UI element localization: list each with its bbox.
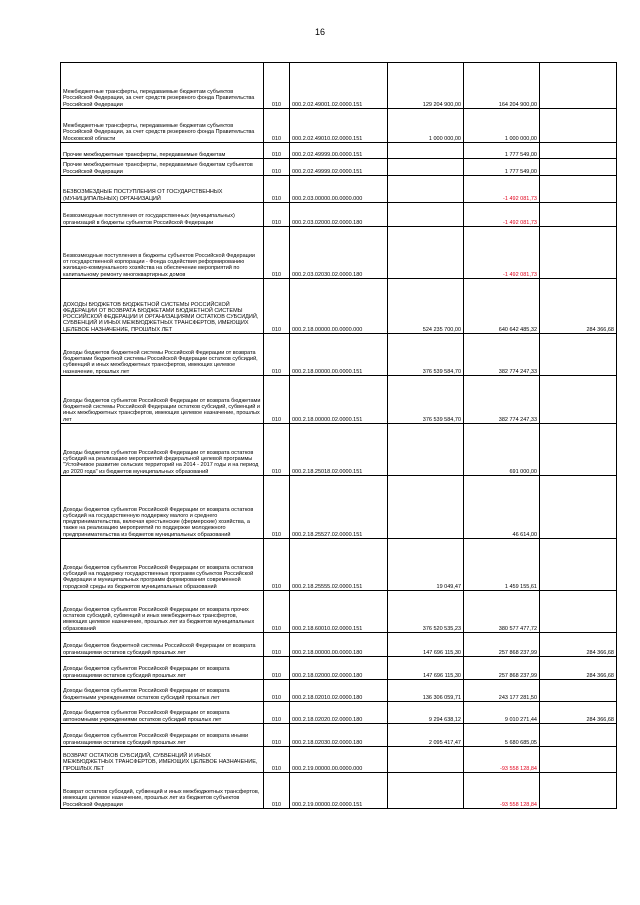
row-value-3-cell [540, 476, 617, 539]
row-value-3-cell [540, 376, 617, 424]
row-code-cell: 010 [264, 109, 290, 143]
row-value-1-cell: 129 204 900,00 [388, 63, 464, 109]
row-code-cell: 010 [264, 657, 290, 680]
page-number: 16 [314, 27, 325, 37]
row-value-3-cell: 284 366,68 [540, 279, 617, 334]
row-kbk-cell: 000.2.18.25527.02.0000.151 [290, 476, 388, 539]
row-code-cell: 010 [264, 539, 290, 591]
row-kbk-cell: 000.2.18.00000.02.0000.151 [290, 376, 388, 424]
row-code-cell: 010 [264, 476, 290, 539]
row-name-cell: ВОЗВРАТ ОСТАТКОВ СУБСИДИЙ, СУБВЕНЦИЙ И ИНЫХ МЕЖБЮДЖЕТНЫХ ТРАНСФЕРТОВ, ИМЕЮЩИХ ЦЕЛЕВОЕ НАЗНАЧЕНИЕ, ПРОШЛЫХ ЛЕТ [61, 747, 264, 773]
row-code-cell: 010 [264, 633, 290, 657]
table-row [61, 109, 617, 143]
row-value-2-cell: 691 000,00 [464, 424, 540, 476]
row-name-cell: Доходы бюджетов бюджетной системы Российской Федерации от возврата организациями остатков субсидий прошлых лет [61, 633, 264, 657]
row-kbk-cell: 000.2.03.02030.02.0000.180 [290, 227, 388, 279]
row-value-3-cell [540, 159, 617, 176]
table-row [61, 203, 617, 227]
row-name-cell: Доходы бюджетов субъектов Российской Федерации от возврата остатков субсидий на государственную поддержку малого и среднего предпринимательства, включая крестьянские (фермерские) хозяйства, а также на реализацию мероприятий по поддержке молодежного предпринимательства из бюджетов муниципальных образований [61, 476, 264, 539]
row-name-cell: Доходы бюджетов субъектов Российской Федерации от возврата автономными учреждениями остатков субсидий прошлых лет [61, 702, 264, 724]
row-name-cell: Доходы бюджетов субъектов Российской Федерации от возврата остатков субсидий на реализацию мероприятий федеральной целевой программы "Устойчивое развитие сельских территорий на 2014 - 2017 годы и на период до 2020 года" из бюджетов муниципальных образований [61, 424, 264, 476]
table-row [61, 227, 617, 279]
row-code-cell: 010 [264, 159, 290, 176]
table-row [61, 476, 617, 539]
row-value-3-cell [540, 724, 617, 747]
row-value-3-cell [540, 773, 617, 809]
row-code-cell: 010 [264, 376, 290, 424]
row-kbk-cell: 000.2.18.02020.02.0000.180 [290, 702, 388, 724]
row-value-2-cell: 5 680 685,05 [464, 724, 540, 747]
row-value-3-cell [540, 591, 617, 633]
table-row [61, 633, 617, 657]
row-name-cell: Прочие межбюджетные трансферты, передаваемые бюджетам субъектов Российской Федерации [61, 159, 264, 176]
row-value-2-cell: -93 558 128,84 [464, 773, 540, 809]
row-name-cell: Безвозмездные поступления от государственных (муниципальных) организаций в бюджеты субъектов Российской Федерации [61, 203, 264, 227]
row-code-cell: 010 [264, 680, 290, 702]
row-value-3-cell: 284 366,68 [540, 702, 617, 724]
row-value-1-cell [388, 203, 464, 227]
row-kbk-cell: 000.2.18.02030.02.0000.180 [290, 724, 388, 747]
table-row [61, 591, 617, 633]
table-row [61, 176, 617, 203]
row-value-1-cell [388, 424, 464, 476]
table-row [61, 724, 617, 747]
row-name-cell: Доходы бюджетов субъектов Российской Федерации от возврата организациями остатков субсидий прошлых лет [61, 657, 264, 680]
row-value-1-cell [388, 159, 464, 176]
row-value-1-cell [388, 747, 464, 773]
row-name-cell: Возврат остатков субсидий, субвенций и иных межбюджетных трансфертов, имеющих целевое назначение, прошлых лет из бюджетов субъектов Российской Федерации [61, 773, 264, 809]
row-value-1-cell [388, 143, 464, 159]
table-row [61, 680, 617, 702]
row-kbk-cell: 000.2.18.00000.00.0000.000 [290, 279, 388, 334]
table-row [61, 702, 617, 724]
row-kbk-cell: 000.2.19.00000.00.0000.000 [290, 747, 388, 773]
row-name-cell: Доходы бюджетов субъектов Российской Федерации от возврата иными организациями остатков субсидий прошлых лет [61, 724, 264, 747]
row-value-2-cell: -1 492 081,73 [464, 203, 540, 227]
row-value-1-cell: 147 696 115,30 [388, 633, 464, 657]
row-value-1-cell: 147 696 115,30 [388, 657, 464, 680]
row-code-cell: 010 [264, 63, 290, 109]
table-row [61, 376, 617, 424]
row-value-1-cell: 376 520 535,23 [388, 591, 464, 633]
row-value-2-cell: 1 777 549,00 [464, 143, 540, 159]
row-value-2-cell: 46 614,00 [464, 476, 540, 539]
row-code-cell: 010 [264, 591, 290, 633]
row-value-3-cell [540, 63, 617, 109]
row-kbk-cell: 000.2.18.02000.02.0000.180 [290, 657, 388, 680]
table-row [61, 334, 617, 376]
row-value-2-cell: 382 774 247,33 [464, 376, 540, 424]
row-kbk-cell: 000.2.02.49010.02.0000.151 [290, 109, 388, 143]
row-name-cell: Безвозмездные поступления в бюджеты субъектов Российской Федерации от государственной корпорации - Фонда содействия реформированию жилищно-коммунального хозяйства на обеспечение мероприятий по капитальному ремонту многоквартирных домов [61, 227, 264, 279]
row-kbk-cell: 000.2.02.49999.02.0000.151 [290, 159, 388, 176]
row-value-1-cell [388, 773, 464, 809]
row-value-3-cell: 284 366,68 [540, 657, 617, 680]
row-kbk-cell: 000.2.03.02000.02.0000.180 [290, 203, 388, 227]
row-value-1-cell [388, 176, 464, 203]
row-code-cell: 010 [264, 702, 290, 724]
row-value-1-cell: 136 306 059,71 [388, 680, 464, 702]
row-kbk-cell: 000.2.19.00000.02.0000.151 [290, 773, 388, 809]
row-kbk-cell: 000.2.18.25555.02.0000.151 [290, 539, 388, 591]
row-name-cell: ДОХОДЫ БЮДЖЕТОВ БЮДЖЕТНОЙ СИСТЕМЫ РОССИЙСКОЙ ФЕДЕРАЦИИ ОТ ВОЗВРАТА БЮДЖЕТАМИ БЮДЖЕТНОЙ СИСТЕМЫ РОССИЙСКОЙ ФЕДЕРАЦИИ И ОРГАНИЗАЦИЯМИ ОСТАТКОВ СУБСИДИЙ, СУБВЕНЦИЙ И ИНЫХ МЕЖБЮДЖЕТНЫХ ТРАНСФЕРТОВ, ИМЕЮЩИХ ЦЕЛЕВОЕ НАЗНАЧЕНИЕ, ПРОШЛЫХ ЛЕТ [61, 279, 264, 334]
row-value-3-cell [540, 203, 617, 227]
row-value-1-cell: 376 539 584,70 [388, 334, 464, 376]
row-name-cell: Доходы бюджетов бюджетной системы Российской Федерации от возврата бюджетами бюджетной системы Российской Федерации остатков субсидий, субвенций и иных межбюджетных трансфертов, имеющих целевое назначение, прошлых лет [61, 334, 264, 376]
table-row [61, 424, 617, 476]
row-value-2-cell: 164 204 900,00 [464, 63, 540, 109]
row-value-2-cell: 243 177 281,50 [464, 680, 540, 702]
table-row [61, 773, 617, 809]
row-value-2-cell: 1 459 155,61 [464, 539, 540, 591]
row-code-cell: 010 [264, 773, 290, 809]
row-value-3-cell [540, 334, 617, 376]
row-kbk-cell: 000.2.02.49999.00.0000.151 [290, 143, 388, 159]
row-kbk-cell: 000.2.18.00000.00.0000.151 [290, 334, 388, 376]
row-value-3-cell [540, 227, 617, 279]
row-value-3-cell [540, 143, 617, 159]
row-value-3-cell [540, 109, 617, 143]
row-name-cell: Межбюджетные трансферты, передаваемые бюджетам субъектов Российской Федерации, за счет средств резервного фонда Правительства Российской Федерации [61, 63, 264, 109]
row-name-cell: Прочие межбюджетные трансферты, передаваемые бюджетам [61, 143, 264, 159]
row-name-cell: Доходы бюджетов субъектов Российской Федерации от возврата бюджетами бюджетной системы Российской Федерации остатков субсидий, субвенций и иных межбюджетных трансфертов, имеющих целевое назначение, прошлых лет [61, 376, 264, 424]
row-name-cell: Доходы бюджетов субъектов Российской Федерации от возврата прочих остатков субсидий, субвенций и иных межбюджетных трансфертов, имеющих целевое назначение, прошлых лет из бюджетов муниципальных образований [61, 591, 264, 633]
row-code-cell: 010 [264, 747, 290, 773]
row-value-2-cell: 640 642 485,32 [464, 279, 540, 334]
row-kbk-cell: 000.2.18.25018.02.0000.151 [290, 424, 388, 476]
row-value-1-cell: 2 095 417,47 [388, 724, 464, 747]
row-kbk-cell: 000.2.18.00000.00.0000.180 [290, 633, 388, 657]
row-value-3-cell [540, 680, 617, 702]
row-value-2-cell: 380 577 477,72 [464, 591, 540, 633]
row-name-cell: Межбюджетные трансферты, передаваемые бюджетам субъектов Российской Федерации, за счет средств резервного фонда Правительства Московской области [61, 109, 264, 143]
row-value-1-cell [388, 227, 464, 279]
row-value-1-cell: 524 235 700,00 [388, 279, 464, 334]
row-code-cell: 010 [264, 176, 290, 203]
row-kbk-cell: 000.2.18.60010.02.0000.151 [290, 591, 388, 633]
budget-revenue-table [60, 62, 617, 809]
table-row [61, 63, 617, 109]
row-value-2-cell: -93 558 128,84 [464, 747, 540, 773]
row-name-cell: Доходы бюджетов субъектов Российской Федерации от возврата остатков субсидий на поддержку государственных программ субъектов Российской Федерации и муниципальных программ формирования современной городской среды из бюджетов муниципальных образований [61, 539, 264, 591]
row-value-2-cell: 382 774 247,33 [464, 334, 540, 376]
row-value-2-cell: 1 000 000,00 [464, 109, 540, 143]
row-code-cell: 010 [264, 424, 290, 476]
row-value-3-cell [540, 747, 617, 773]
row-value-1-cell [388, 476, 464, 539]
row-code-cell: 010 [264, 227, 290, 279]
row-kbk-cell: 000.2.03.00000.00.0000.000 [290, 176, 388, 203]
row-value-3-cell [540, 176, 617, 203]
row-code-cell: 010 [264, 724, 290, 747]
row-value-3-cell: 284 366,68 [540, 633, 617, 657]
row-value-1-cell: 19 049,47 [388, 539, 464, 591]
table-row [61, 143, 617, 159]
table-row [61, 279, 617, 334]
row-value-3-cell [540, 539, 617, 591]
table-row [61, 747, 617, 773]
row-value-3-cell [540, 424, 617, 476]
table-row [61, 159, 617, 176]
row-value-2-cell: 257 868 237,99 [464, 657, 540, 680]
table-row [61, 539, 617, 591]
row-value-2-cell: 257 868 237,99 [464, 633, 540, 657]
row-code-cell: 010 [264, 334, 290, 376]
row-value-1-cell: 1 000 000,00 [388, 109, 464, 143]
row-kbk-cell: 000.2.02.49001.02.0000.151 [290, 63, 388, 109]
row-code-cell: 010 [264, 203, 290, 227]
row-name-cell: Доходы бюджетов субъектов Российской Федерации от возврата бюджетными учреждениями остатков субсидий прошлых лет [61, 680, 264, 702]
row-value-2-cell: -1 492 081,73 [464, 176, 540, 203]
row-value-2-cell: 1 777 549,00 [464, 159, 540, 176]
row-code-cell: 010 [264, 143, 290, 159]
row-kbk-cell: 000.2.18.02010.02.0000.180 [290, 680, 388, 702]
row-value-1-cell: 376 539 584,70 [388, 376, 464, 424]
table-row [61, 657, 617, 680]
row-value-1-cell: 9 294 638,12 [388, 702, 464, 724]
row-name-cell: БЕЗВОЗМЕЗДНЫЕ ПОСТУПЛЕНИЯ ОТ ГОСУДАРСТВЕННЫХ (МУНИЦИПАЛЬНЫХ) ОРГАНИЗАЦИЙ [61, 176, 264, 203]
row-value-2-cell: -1 492 081,73 [464, 227, 540, 279]
row-code-cell: 010 [264, 279, 290, 334]
row-value-2-cell: 9 010 271,44 [464, 702, 540, 724]
